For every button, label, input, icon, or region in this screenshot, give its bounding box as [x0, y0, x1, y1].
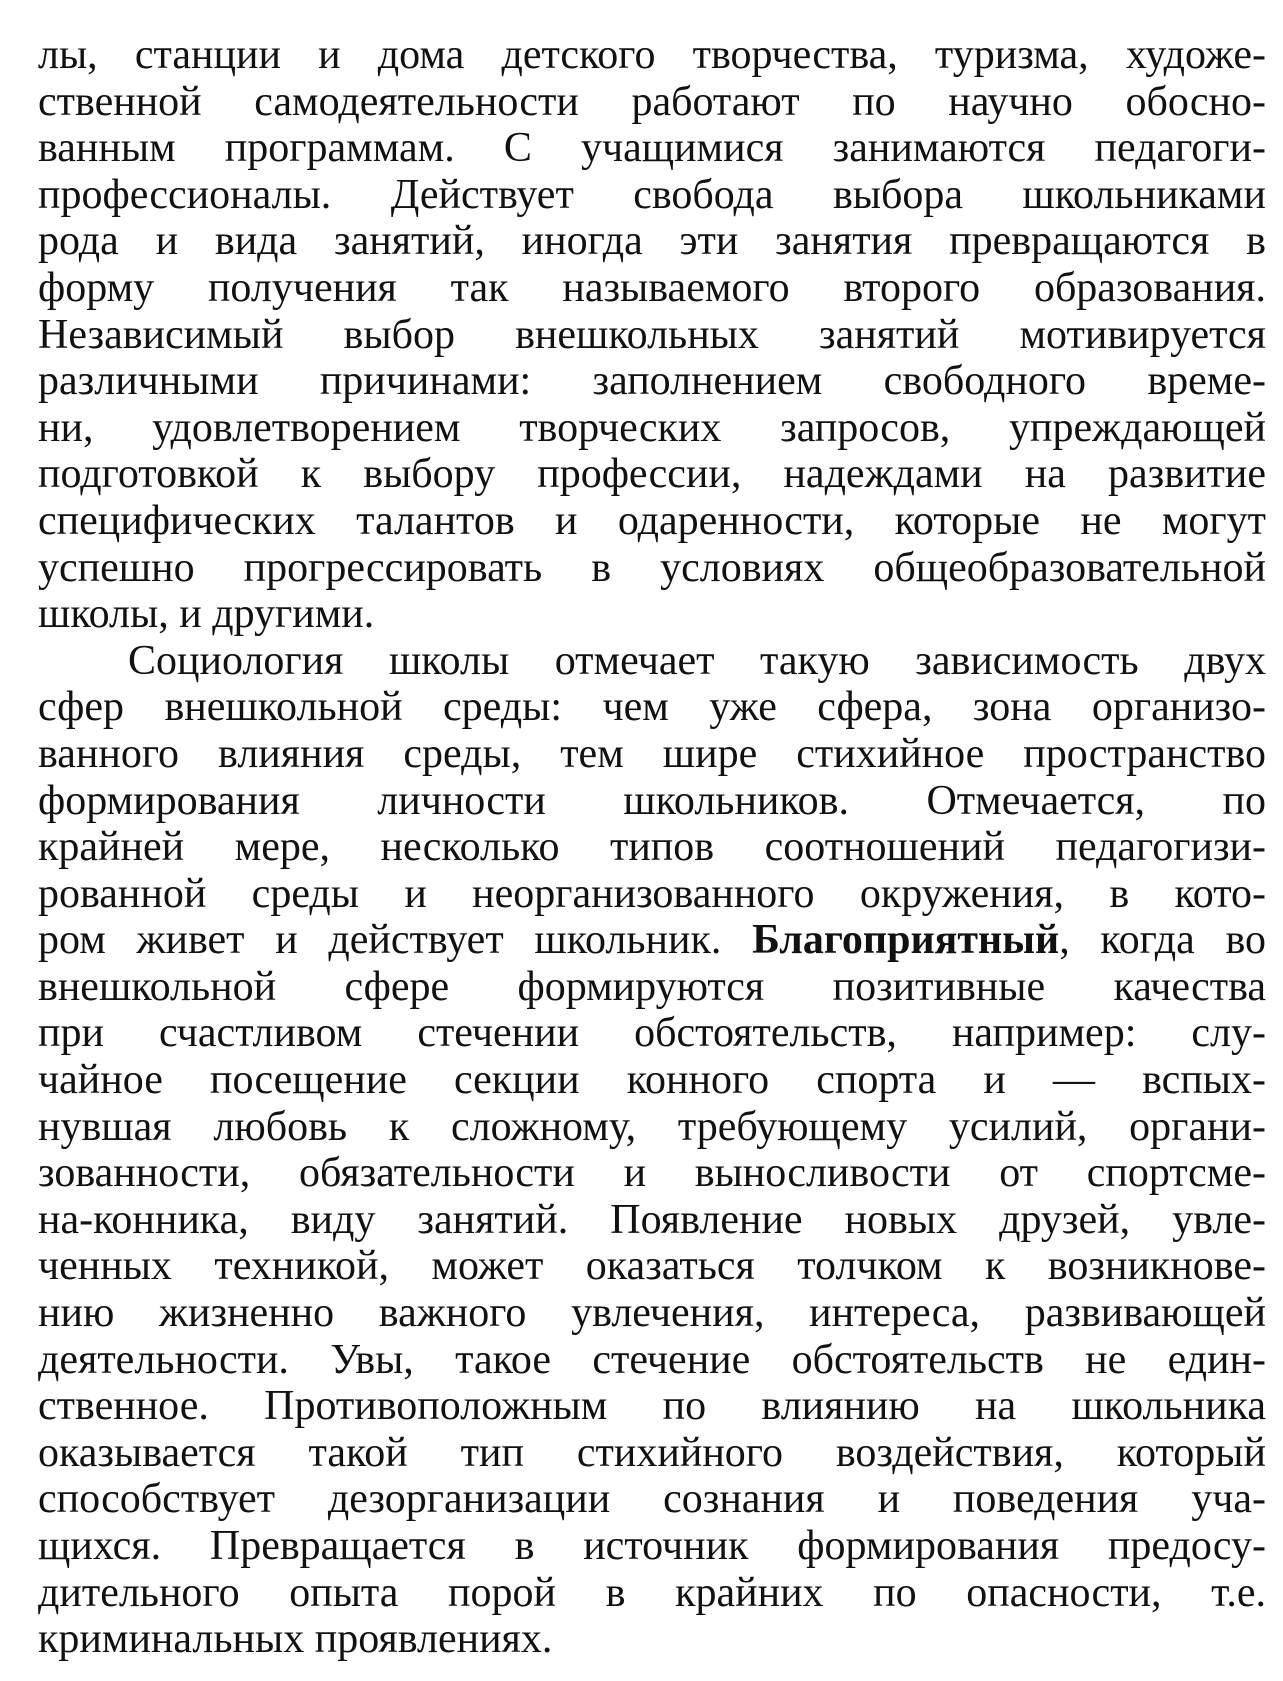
text-line: рода и вида занятий, иногда эти занятия превращаются в: [38, 218, 1266, 265]
text-line: ванного влияния среды, тем шире стихийное пространство: [38, 730, 1266, 777]
document-page: [38, 32, 1266, 1663]
text-line: деятельности. Увы, такое стечение обстоятельств не един-: [38, 1336, 1266, 1383]
text-line: нувшая любовь к сложному, требующему усилий, органи-: [38, 1103, 1266, 1150]
text-line: ченных техникой, может оказаться толчком к возникнове-: [38, 1243, 1266, 1290]
text-line: ственное. Противоположным по влиянию на школьника: [38, 1383, 1266, 1430]
text-line: лы, станции и дома детского творчества, туризма, художе-: [38, 32, 1266, 78]
text-line-with-bold: [38, 917, 1266, 964]
text-line: школы, и другими.: [38, 591, 375, 638]
text-line: Независимый выбор внешкольных занятий мотивируется: [38, 311, 1266, 358]
text-line: ванным программам. С учащимися занимаются педагоги-: [38, 125, 1266, 172]
text-line: способствует дезорганизации сознания и поведения уча-: [38, 1476, 1266, 1523]
text-line: успешно прогрессировать в условиях общеобразовательной: [38, 544, 1266, 591]
text-line: ственной самодеятельности работают по научно обосно-: [38, 78, 1266, 125]
text-line: оказывается такой тип стихийного воздействия, который: [38, 1429, 1266, 1476]
text-line: при счастливом стечении обстоятельств, например: слу-: [38, 1010, 1266, 1057]
text-span: , когда во: [1059, 917, 1266, 964]
text-line: формирования личности школьников. Отмечается, по: [38, 777, 1266, 824]
text-line: зованности, обязательности и выносливости от спортсме-: [38, 1150, 1266, 1197]
text-line: форму получения так называемого второго образования.: [38, 264, 1266, 311]
paragraph-1: [38, 32, 1266, 638]
text-line: Социология школы отмечает такую зависимость двух: [128, 637, 1266, 684]
text-line: специфических талантов и одаренности, которые не могут: [38, 497, 1266, 544]
text-line: подготовкой к выбору профессии, надеждами на развитие: [38, 451, 1266, 498]
text-line: на-конника, виду занятий. Появление новых друзей, увле-: [38, 1196, 1266, 1243]
text-line: дительного опыта порой в крайних по опасности, т.е.: [38, 1569, 1266, 1616]
text-line: щихся. Превращается в источник формирования предосу-: [38, 1523, 1266, 1569]
text-line: криминальных проявлениях.: [38, 1616, 553, 1663]
text-line: профессионалы. Действует свобода выбора школьниками: [38, 171, 1266, 218]
text-line: чайное посещение секции конного спорта и — вспых-: [38, 1057, 1266, 1104]
bold-term: Благоприятный: [752, 917, 1060, 964]
text-line: нию жизненно важного увлечения, интереса, развивающей: [38, 1290, 1266, 1337]
text-line: различными причинами: заполнением свободного време-: [38, 358, 1266, 405]
text-line: рованной среды и неорганизованного окружения, в кото-: [38, 870, 1266, 917]
text-line: сфер внешкольной среды: чем уже сфера, зона организо-: [38, 684, 1266, 731]
text-line: ни, удовлетворением творческих запросов, упреждающей: [38, 404, 1266, 451]
text-line: внешкольной сфере формируются позитивные качества: [38, 963, 1266, 1010]
paragraph-2: [38, 638, 1266, 1663]
text-line: крайней мере, несколько типов соотношений педагогизи-: [38, 824, 1266, 871]
text-span: ром живет и действует школьник.: [38, 917, 722, 964]
